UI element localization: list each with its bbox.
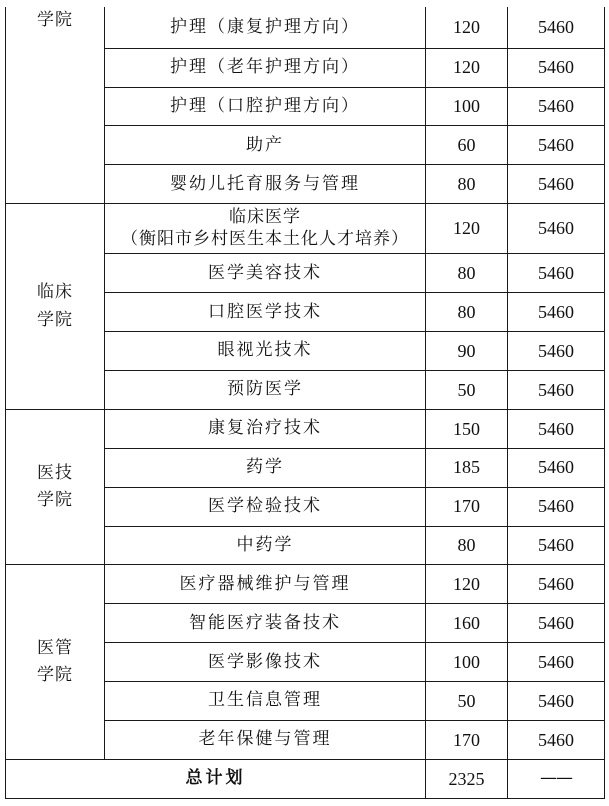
college-name-line: 学院 <box>37 665 73 686</box>
plan-count-cell: 80 <box>426 526 508 565</box>
college-name-line: 学院 <box>37 10 73 30</box>
major-name-line: 临床医学 <box>229 207 301 228</box>
table-row <box>6 565 605 604</box>
major-name-line: （衡阳市乡村医生本土化人才培养） <box>121 228 409 249</box>
major-cell: 口腔医学技术 <box>105 293 426 332</box>
major-cell: 智能医疗装备技术 <box>105 604 426 643</box>
major-cell: 中药学 <box>105 526 426 565</box>
major-cell: 医学影像技术 <box>105 643 426 682</box>
tuition-fee-cell: 5460 <box>508 332 605 371</box>
plan-count-cell: 120 <box>426 48 508 87</box>
college-name-line: 医管 <box>37 637 73 658</box>
college-cell <box>6 565 105 759</box>
major-cell: 婴幼儿托育服务与管理 <box>105 165 426 204</box>
college-cell <box>6 7 105 204</box>
table-row <box>6 7 605 48</box>
plan-count-cell: 80 <box>426 254 508 293</box>
plan-count-cell: 150 <box>426 409 508 448</box>
major-cell: 医学检验技术 <box>105 487 426 526</box>
plan-count-cell: 90 <box>426 332 508 371</box>
plan-count-cell: 120 <box>426 7 508 48</box>
table-row <box>6 409 605 448</box>
enrollment-plan-table <box>5 7 605 799</box>
tuition-fee-cell: 5460 <box>508 604 605 643</box>
college-cell <box>6 204 105 410</box>
tuition-fee-cell: 5460 <box>508 409 605 448</box>
tuition-fee-cell: 5460 <box>508 204 605 254</box>
major-cell <box>105 204 426 254</box>
total-fee-dash: —— <box>508 759 605 798</box>
total-row <box>6 759 605 798</box>
major-cell: 康复治疗技术 <box>105 409 426 448</box>
plan-count-cell: 120 <box>426 565 508 604</box>
tuition-fee-cell: 5460 <box>508 682 605 721</box>
plan-count-cell: 100 <box>426 87 508 126</box>
tuition-fee-cell: 5460 <box>508 254 605 293</box>
college-name-line: 临床 <box>37 282 73 303</box>
plan-count-cell: 50 <box>426 682 508 721</box>
plan-count-cell: 160 <box>426 604 508 643</box>
tuition-fee-cell: 5460 <box>508 7 605 48</box>
tuition-fee-cell: 5460 <box>508 720 605 759</box>
tuition-fee-cell: 5460 <box>508 126 605 165</box>
major-cell: 眼视光技术 <box>105 332 426 371</box>
table-body <box>6 7 605 799</box>
major-cell: 预防医学 <box>105 370 426 409</box>
tuition-fee-cell: 5460 <box>508 526 605 565</box>
plan-count-cell: 185 <box>426 448 508 487</box>
plan-count-cell: 170 <box>426 720 508 759</box>
table-row <box>6 204 605 254</box>
plan-count-cell: 80 <box>426 293 508 332</box>
plan-count-cell: 170 <box>426 487 508 526</box>
plan-count-cell: 50 <box>426 370 508 409</box>
total-plan-count: 2325 <box>426 759 508 798</box>
plan-count-cell: 120 <box>426 204 508 254</box>
college-name-line: 医技 <box>37 462 73 483</box>
major-cell: 药学 <box>105 448 426 487</box>
college-name-line: 学院 <box>37 309 73 330</box>
major-cell: 护理（口腔护理方向） <box>105 87 426 126</box>
major-cell: 医学美容技术 <box>105 254 426 293</box>
tuition-fee-cell: 5460 <box>508 565 605 604</box>
tuition-fee-cell: 5460 <box>508 448 605 487</box>
tuition-fee-cell: 5460 <box>508 293 605 332</box>
college-cell <box>6 409 105 565</box>
college-name-line: 学院 <box>37 490 73 511</box>
major-cell: 护理（康复护理方向） <box>105 7 426 48</box>
major-cell: 助产 <box>105 126 426 165</box>
plan-count-cell: 100 <box>426 643 508 682</box>
major-cell: 护理（老年护理方向） <box>105 48 426 87</box>
plan-count-cell: 80 <box>426 165 508 204</box>
plan-count-cell: 60 <box>426 126 508 165</box>
tuition-fee-cell: 5460 <box>508 643 605 682</box>
tuition-fee-cell: 5460 <box>508 48 605 87</box>
major-cell: 医疗器械维护与管理 <box>105 565 426 604</box>
major-cell: 卫生信息管理 <box>105 682 426 721</box>
tuition-fee-cell: 5460 <box>508 165 605 204</box>
tuition-fee-cell: 5460 <box>508 370 605 409</box>
total-label: 总计划 <box>6 759 426 798</box>
major-cell: 老年保健与管理 <box>105 720 426 759</box>
tuition-fee-cell: 5460 <box>508 87 605 126</box>
tuition-fee-cell: 5460 <box>508 487 605 526</box>
